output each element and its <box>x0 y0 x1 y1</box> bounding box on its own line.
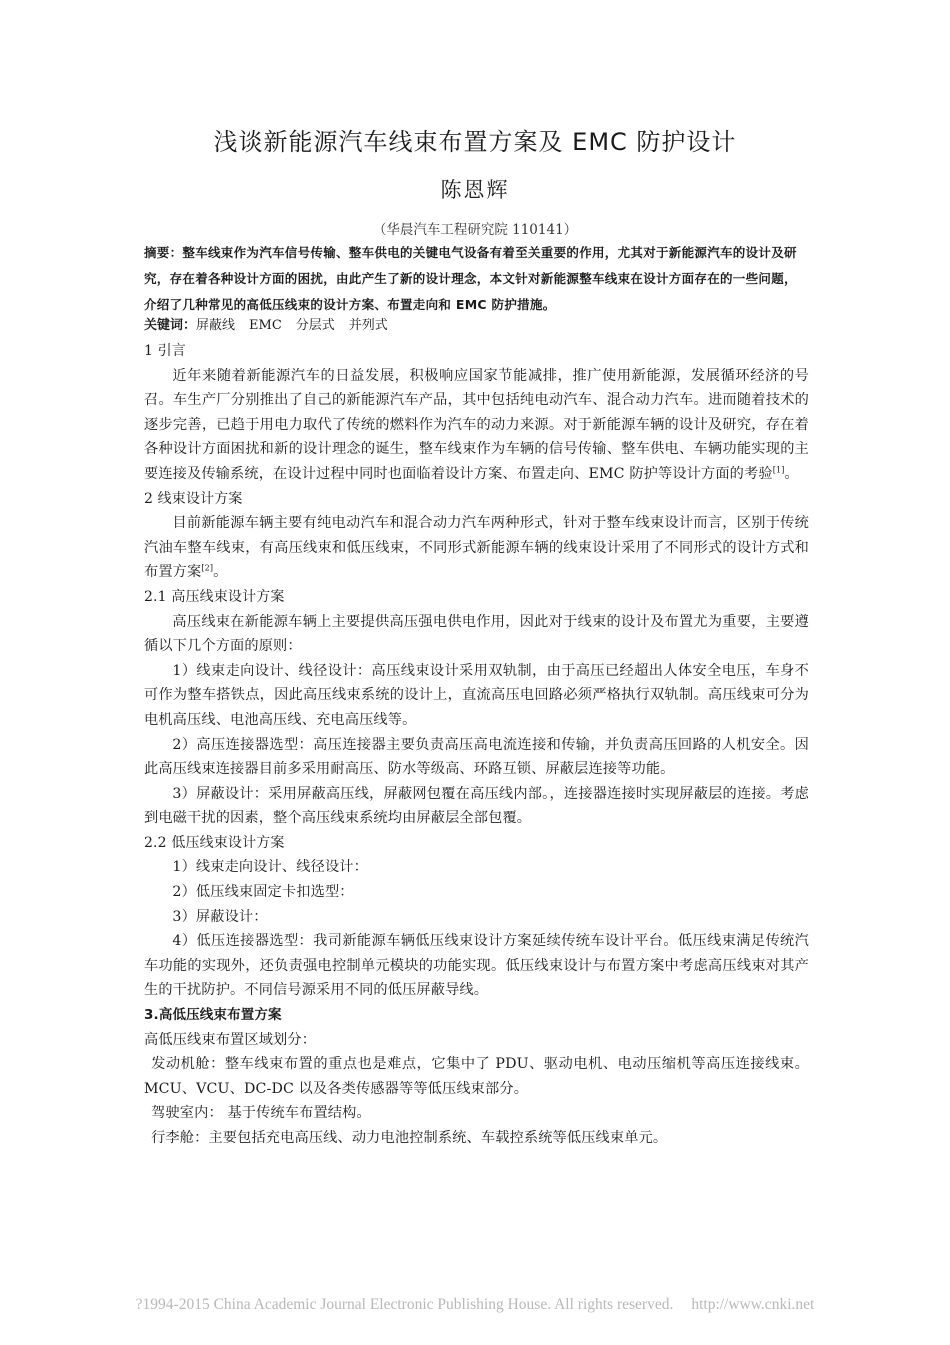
punctuation: 。 <box>784 465 799 482</box>
section-heading-2: 2 线束设计方案 <box>144 490 243 507</box>
section-heading-3: 3.高低压线束布置方案 <box>144 1007 282 1024</box>
list-item: 3）屏蔽设计：采用屏蔽高压线，屏蔽网包覆在高压线内部。，连接器连接时实现屏蔽层的连接。考虑到电磁干扰的因素，整个高压线束系统均由屏蔽层全部包覆。 <box>144 785 809 827</box>
paper-title: 浅谈新能源汽车线束布置方案及 EMC 防护设计 <box>213 128 737 156</box>
section-heading-2-2: 2.2 低压线束设计方案 <box>144 834 285 851</box>
list-item: 2）高压连接器选型：高压连接器主要负责高压高电流连接和传输，并负责高压回路的人机安全。因此高压线束连接器目前多采用耐高压、防水等级高、环路互锁、屏蔽层连接等功能。 <box>144 736 809 778</box>
list-item: 2）低压线束固定卡扣选型： <box>172 884 354 901</box>
subheading: 高低压线束布置区域划分： <box>144 1031 317 1048</box>
keyword: 并列式 <box>348 318 388 333</box>
paragraph-text: 近年来随着新能源汽车的日益发展，积极响应国家节能减排，推广使用新能源，发展循环经济的号召。车生产厂分别推出了自己的新能源汽车产品，其中包括纯电动汽车、混合动力汽车。进而随着技术的逐步完善，已趋于用电力取代了传统的燃料作为汽车的动力来源。对于新能源车辆的设计及研究，存在着各种设计方面困扰和新的设计理念的诞生，整车线束作为车辆的信号传输、整车供电、车辆功能实现的主要连接及传输系统，在设计过程中同时也面临着设计方案、布置走向、EMC 防护等设计方面的考验 <box>144 367 809 482</box>
list-item: 1）线束走向设计、线径设计：高压线束设计采用双轨制，由于高压已经超出人体安全电压，车身不可作为整车搭铁点，因此高压线束系统的设计上，直流高压电回路必须严格执行双轨制。高压线束可分为电机高压线、电池高压线、充电高压线等。 <box>144 662 809 728</box>
copyright-text: ?1994-2015 China Academic Journal Electronic Publishing House. All rights reserved. <box>135 1296 674 1313</box>
author-name: 陈恩辉 <box>440 178 510 202</box>
citation: [2] <box>201 563 214 573</box>
paragraph-text: 目前新能源车辆主要有纯电动汽车和混合动力汽车两种形式，针对于整车线束设计而言，区别于传统汽油车整车线束，有高压线束和低压线束，不同形式新能源车辆的线束设计采用了不同形式的设计方式和布置方案 <box>144 515 809 581</box>
keyword: EMC <box>249 318 282 333</box>
paper-body <box>144 339 809 1151</box>
copyright-footer <box>0 1296 950 1314</box>
keywords-label: 关键词： <box>144 318 197 333</box>
list-item: 4）低压连接器选型：我司新能源车辆低压线束设计方案延续传统车设计平台。低压线束满足传统汽车功能的实现外，还负责强电控制单元模块的功能实现。低压线束设计与布置方案中考虑高压线束对其产生的干扰防护。不同信号源采用不同的低压屏蔽导线。 <box>144 933 809 999</box>
area-item: 行李舱：主要包括充电高压线、动力电池控制系统、车载控系统等低压线束单元。 <box>151 1130 668 1146</box>
section-heading-1: 1 引言 <box>144 343 186 359</box>
author-affiliation: （华晨汽车工程研究院 110141） <box>372 222 578 238</box>
abstract: 摘要：整车线束作为汽车信号传输、整车供电的关键电气设备有着至关重要的作用，尤其对于新能源汽车的设计及研究，存在着各种设计方面的困扰，由此产生了新的设计理念，本文针对新能源整车线束在设计方面存在的一些问题，介绍了几种常见的高低压线束的设计方案、布置走向和 EMC 防护措施。 <box>144 245 797 312</box>
paragraph <box>144 364 809 487</box>
keyword: 屏蔽线 <box>196 318 236 333</box>
paragraph: 高压线束在新能源车辆上主要提供高压强电供电作用，因此对于线束的设计及布置尤为重要，主要遵循以下几个方面的原则： <box>144 613 809 655</box>
section-heading-2-1: 2.1 高压线束设计方案 <box>144 588 285 605</box>
keyword: 分层式 <box>295 318 335 333</box>
list-item: 3）屏蔽设计： <box>172 908 268 925</box>
citation: [1] <box>772 465 785 475</box>
area-item: 发动机舱：整车线束布置的重点也是难点，它集中了 PDU、驱动电机、电动压缩机等高压连接线束。MCU、VCU、DC-DC 以及各类传感器等等低压线束部分。 <box>144 1056 809 1097</box>
list-item: 1）线束走向设计、线径设计： <box>172 859 368 876</box>
keywords <box>144 316 809 336</box>
area-item: 驾驶室内： 基于传统车布置结构。 <box>151 1105 371 1122</box>
punctuation: 。 <box>213 564 228 581</box>
footer-url-link[interactable]: http://www.cnki.net <box>691 1296 815 1313</box>
paragraph <box>144 511 809 585</box>
